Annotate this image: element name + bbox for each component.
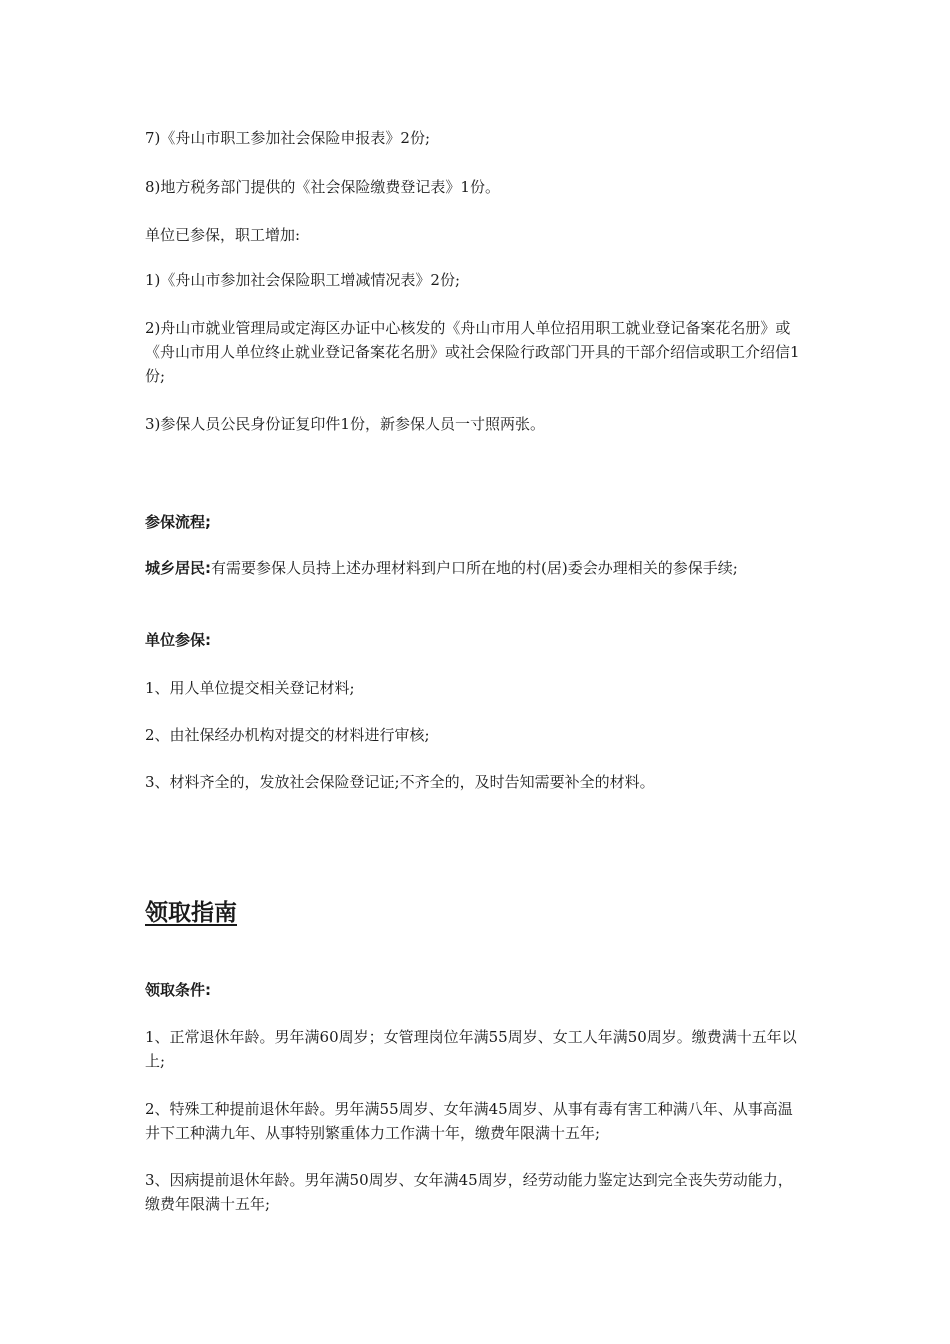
process-step-2: 2、由社保经办机构对提交的材料进行审核; [145, 726, 430, 744]
unit-enrollment-heading: 单位参保: [145, 631, 211, 649]
process-step-3: 3、材料齐全的，发放社会保险登记证;不齐全的，及时告知需要补全的材料。 [145, 773, 655, 791]
material-item-7: 7)《舟山市职工参加社会保险申报表》2份; [145, 129, 430, 147]
rural-residents-paragraph [145, 556, 805, 580]
material-item-8: 8)地方税务部门提供的《社会保险缴费登记表》1份。 [145, 178, 500, 196]
increase-item-2: 2)舟山市就业管理局或定海区办证中心核发的《舟山市用人单位招用职工就业登记备案花名册》或《舟山市用人单位终止就业登记备案花名册》或社会保险行政部门开具的干部介绍信或职工介绍信1份; [145, 319, 800, 385]
claim-guide-title: 领取指南 [145, 900, 237, 926]
claim-conditions-heading: 领取条件: [145, 981, 211, 999]
claim-condition-3: 3、因病提前退休年龄。男年满50周岁、女年满45周岁，经劳动能力鉴定达到完全丧失劳动能力，缴费年限满十五年; [145, 1171, 793, 1213]
unit-increase-heading: 单位已参保，职工增加: [145, 226, 301, 244]
rural-residents-text: 有需要参保人员持上述办理材料到户口所在地的村(居)委会办理相关的参保手续; [211, 559, 738, 577]
process-step-1: 1、用人单位提交相关登记材料; [145, 679, 355, 697]
rural-residents-label: 城乡居民: [145, 559, 211, 577]
process-heading: 参保流程; [145, 513, 211, 531]
claim-condition-1: 1、正常退休年龄。男年满60周岁；女管理岗位年满55周岁、女工人年满50周岁。缴费满十五年以上; [145, 1028, 797, 1070]
increase-item-3: 3)参保人员公民身份证复印件1份，新参保人员一寸照两张。 [145, 415, 545, 433]
claim-condition-2: 2、特殊工种提前退休年龄。男年满55周岁、女年满45周岁、从事有毒有害工种满八年、从事高温井下工种满九年、从事特别繁重体力工作满十年，缴费年限满十五年; [145, 1100, 793, 1142]
increase-item-1: 1)《舟山市参加社会保险职工增减情况表》2份; [145, 271, 460, 289]
